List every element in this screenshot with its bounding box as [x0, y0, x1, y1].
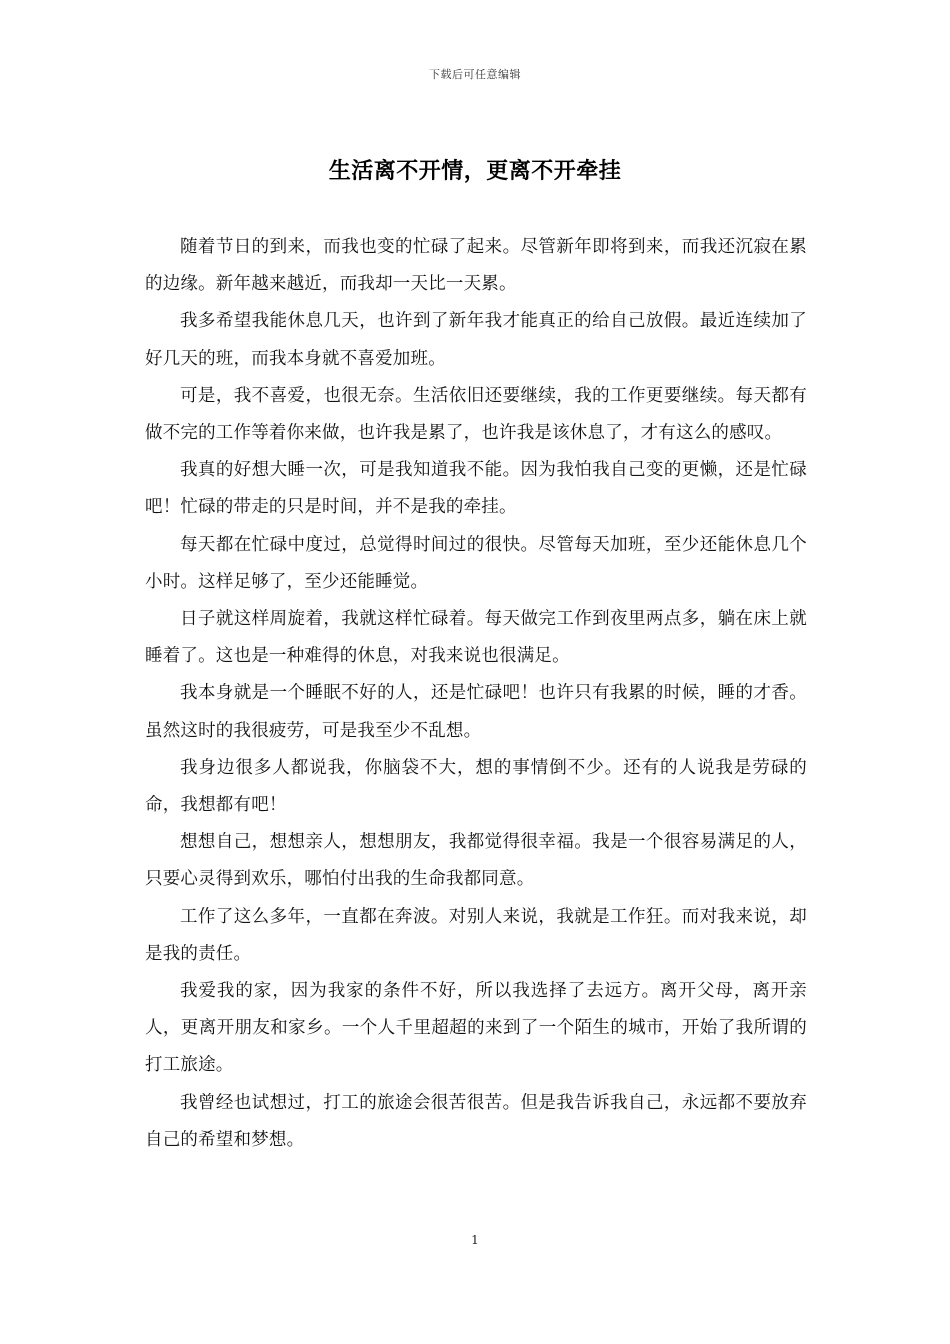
paragraph: 每天都在忙碌中度过，总觉得时间过的很快。尽管每天加班，至少还能休息几个小时。这样足够了，至少还能睡觉。	[145, 534, 807, 592]
article-body	[145, 229, 807, 1159]
paragraph: 想想自己，想想亲人，想想朋友，我都觉得很幸福。我是一个很容易满足的人，只要心灵得到欢乐，哪怕付出我的生命我都同意。	[145, 832, 807, 890]
paragraph: 可是，我不喜爱，也很无奈。生活依旧还要继续，我的工作更要继续。每天都有做不完的工作等着你来做，也许我是累了，也许我是该休息了，才有这么的感叹。	[145, 385, 807, 444]
paragraph: 我本身就是一个睡眠不好的人，还是忙碌吧！也许只有我累的时候，睡的才香。虽然这时的我很疲劳，可是我至少不乱想。	[145, 683, 807, 741]
paragraph: 我爱我的家，因为我家的条件不好，所以我选择了去远方。离开父母，离开亲人，更离开朋友和家乡。一个人千里超超的来到了一个陌生的城市，开始了我所谓的打工旅途。	[145, 981, 807, 1076]
header-note: 下载后可任意编辑	[429, 68, 521, 81]
paragraph: 我多希望我能休息几天，也许到了新年我才能真正的给自己放假。最近连续加了好几天的班，而我本身就不喜爱加班。	[145, 311, 807, 369]
paragraph: 日子就这样周旋着，我就这样忙碌着。每天做完工作到夜里两点多，躺在床上就睡着了。这也是一种难得的休息，对我来说也很满足。	[145, 609, 807, 667]
page-title: 生活离不开情，更离不开牵挂	[328, 158, 622, 184]
paragraph: 随着节日的到来，而我也变的忙碌了起来。尽管新年即将到来，而我还沉寂在累的边缘。新年越来越近，而我却一天比一天累。	[145, 237, 807, 295]
paragraph: 我身边很多人都说我，你脑袋不大，想的事情倒不少。还有的人说我是劳碌的命，我想都有吧！	[145, 757, 807, 816]
paragraph: 我真的好想大睡一次，可是我知道我不能。因为我怕我自己变的更懒，还是忙碌吧！忙碌的带走的只是时间，并不是我的牵挂。	[145, 460, 807, 518]
paragraph: 我曾经也试想过，打工的旅途会很苦很苦。但是我告诉我自己，永远都不要放弃自己的希望和梦想。	[145, 1092, 807, 1150]
paragraph: 工作了这么多年，一直都在奔波。对别人来说，我就是工作狂。而对我来说，却是我的责任。	[145, 906, 807, 964]
page-number: 1	[471, 1233, 479, 1247]
